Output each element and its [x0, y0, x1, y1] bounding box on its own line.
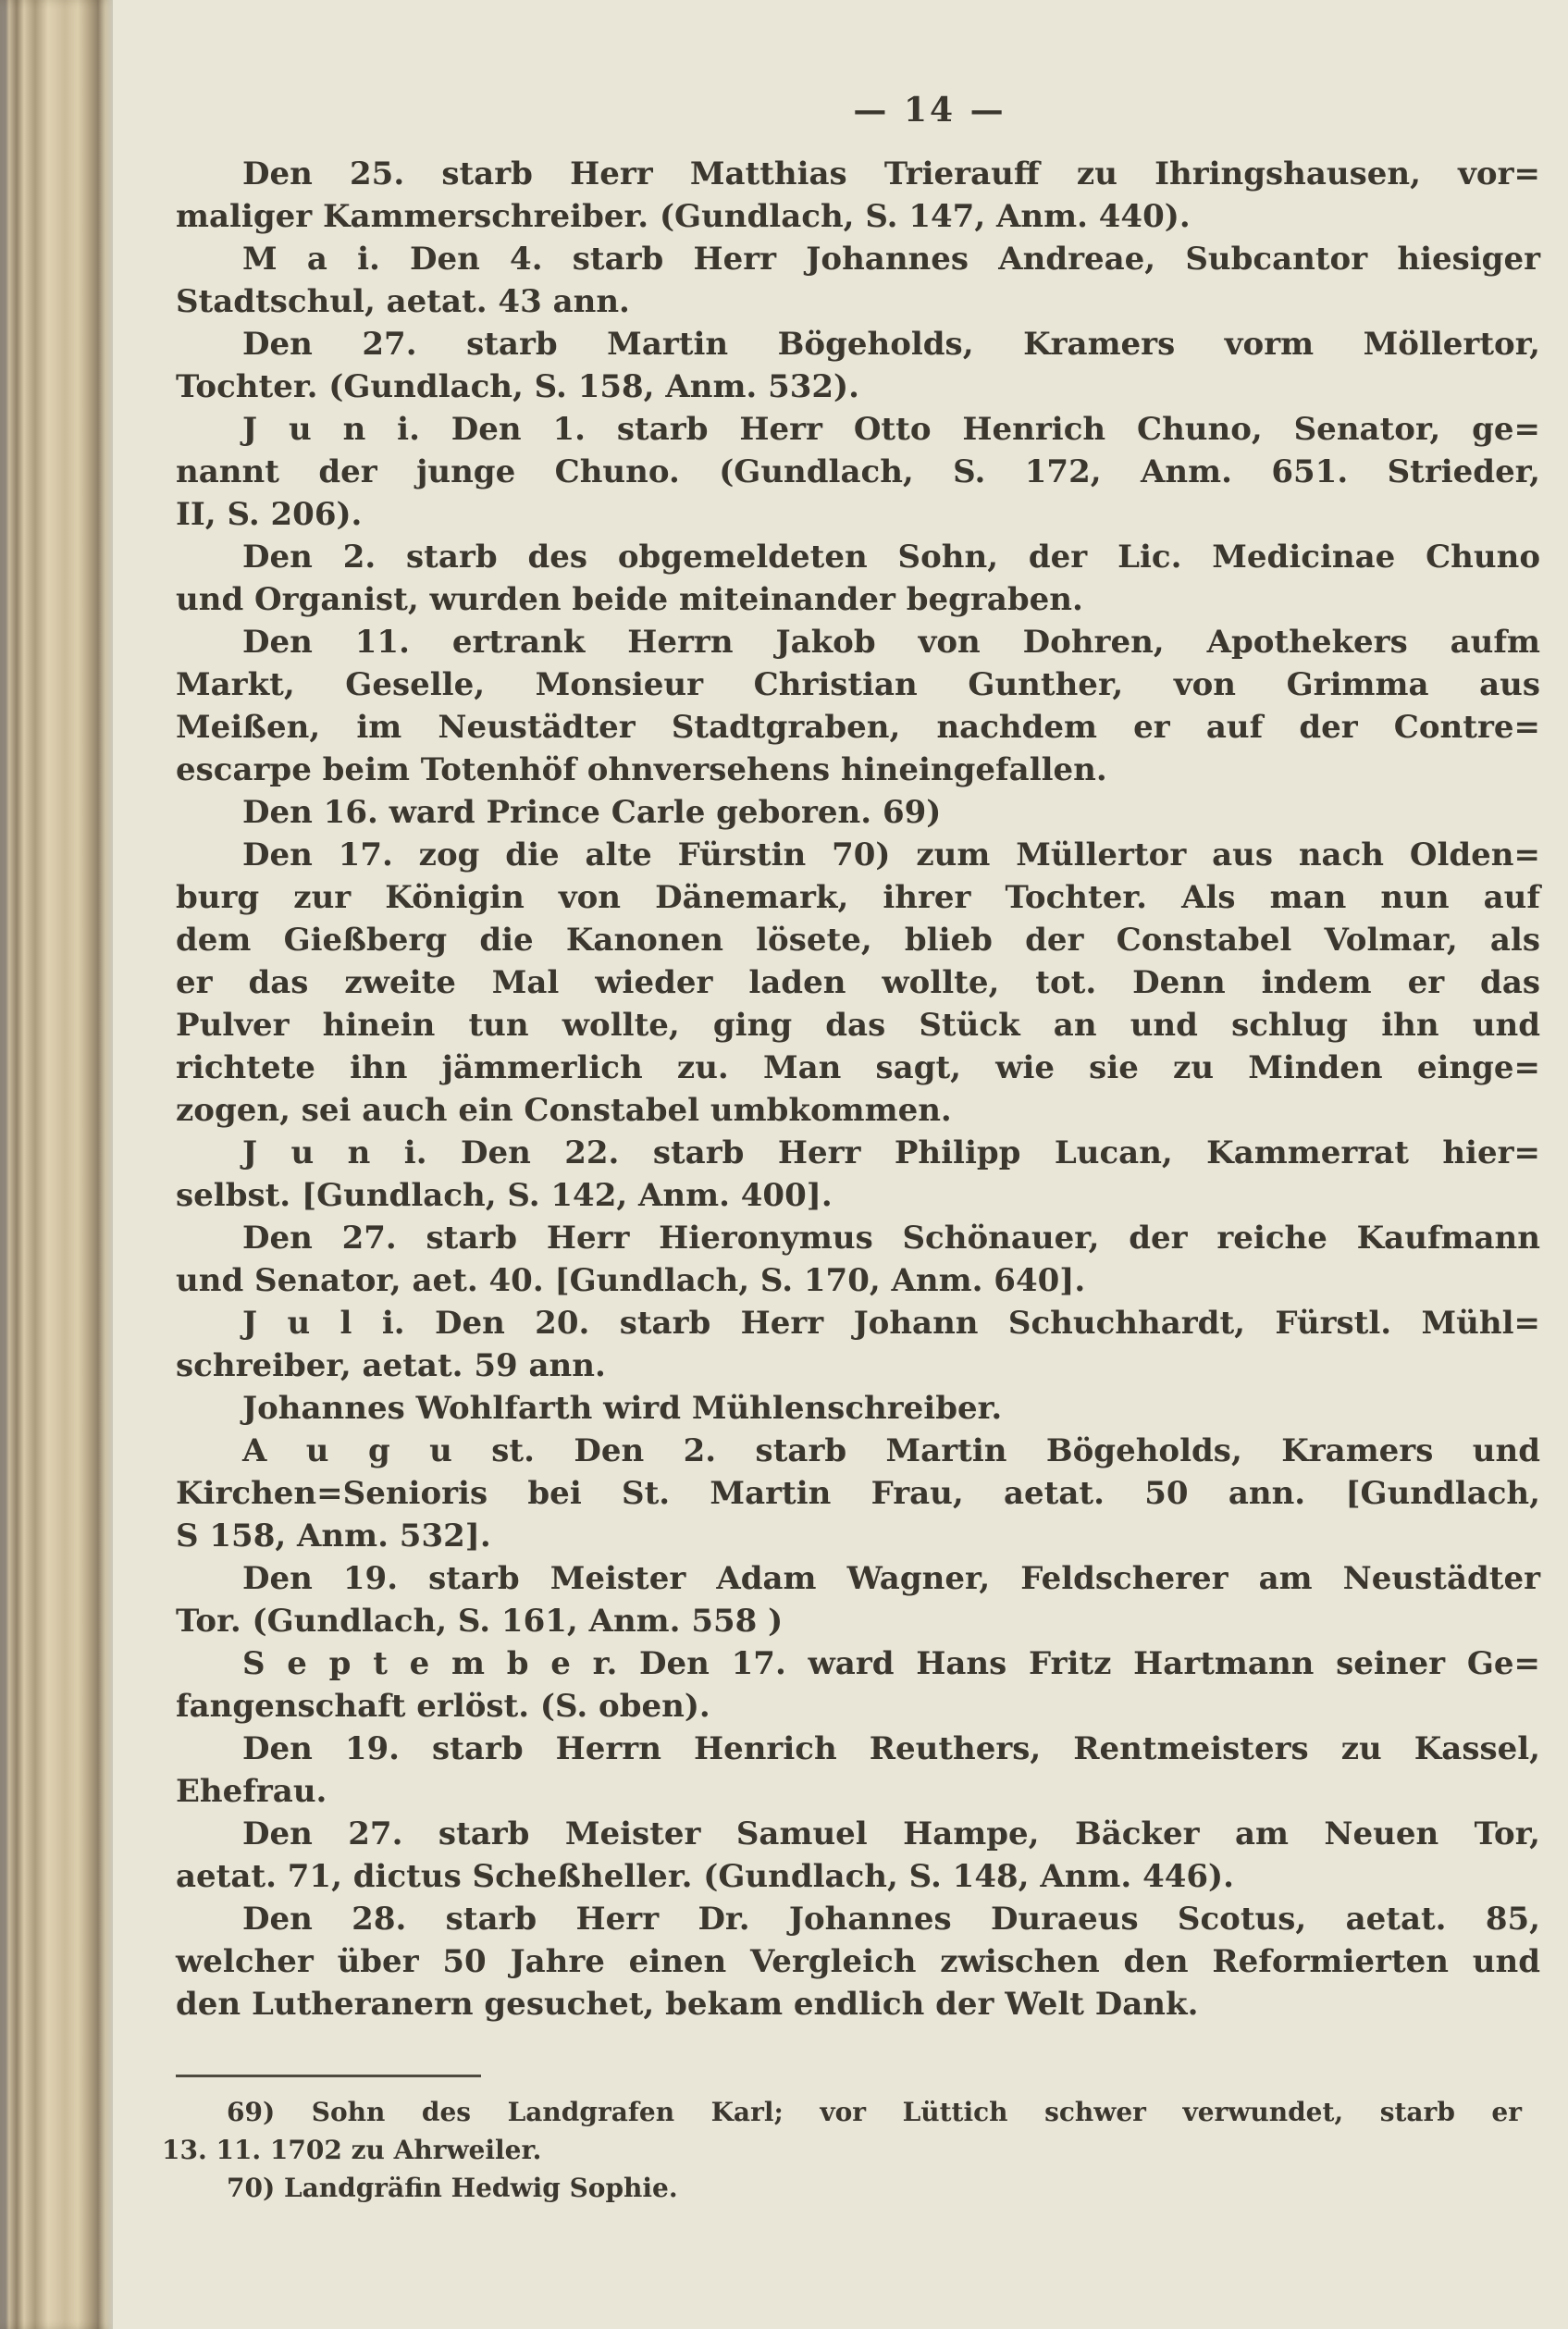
text-line: S e p t e m b e r. Den 17. ward Hans Fritz Hartmann seiner Ge=	[242, 1645, 1540, 1682]
text-line: Kirchen=Senioris bei St. Martin Frau, aetat. 50 ann. [Gundlach,	[176, 1475, 1540, 1512]
text-line: richtete ihn jämmerlich zu. Man sagt, wie sie zu Minden einge=	[176, 1049, 1540, 1086]
text-line: Markt, Geselle, Monsieur Christian Gunther, von Grimma aus	[176, 666, 1540, 703]
text-line: Meißen, im Neustädter Stadtgraben, nachdem er auf der Contre=	[176, 709, 1540, 746]
text-line: selbst. [Gundlach, S. 142, Anm. 400].	[176, 1177, 833, 1214]
text-line: S 158, Anm. 532].	[176, 1518, 491, 1555]
text-line: Den 27. starb Martin Bögeholds, Kramers vorm Möllertor,	[242, 326, 1540, 363]
text-line: Tor. (Gundlach, S. 161, Anm. 558 )	[176, 1603, 784, 1640]
text-line: J u n i. Den 1. starb Herr Otto Henrich Chuno, Senator, ge=	[242, 411, 1540, 448]
text-line: dem Gießberg die Kanonen lösete, blieb der Constabel Volmar, als	[176, 922, 1540, 959]
text-line: nannt der junge Chuno. (Gundlach, S. 172, Anm. 651. Strieder,	[176, 453, 1540, 490]
text-line: Den 17. zog die alte Fürstin 70) zum Müllertor aus nach Olden=	[242, 836, 1540, 873]
text-line: maliger Kammerschreiber. (Gundlach, S. 147, Anm. 440).	[176, 198, 1191, 235]
text-line: burg zur Königin von Dänemark, ihrer Tochter. Als man nun auf	[176, 879, 1540, 916]
text-line: J u n i. Den 22. starb Herr Philipp Lucan, Kammerrat hier=	[242, 1134, 1540, 1171]
text-line: 70) Landgräfin Hedwig Sophie.	[227, 2173, 678, 2203]
text-line: escarpe beim Totenhöf ohnversehens hineingefallen.	[176, 751, 1107, 788]
text-line: fangenschaft erlöst. (S. oben).	[176, 1688, 710, 1725]
text-line: II, S. 206).	[176, 496, 363, 533]
text-line: Den 28. starb Herr Dr. Johannes Duraeus Scotus, aetat. 85,	[242, 1901, 1540, 1938]
text-line: Den 16. ward Prince Carle geboren. 69)	[242, 794, 942, 831]
text-line: Ehefrau.	[176, 1773, 327, 1810]
text-line: Stadtschul, aetat. 43 ann.	[176, 283, 630, 320]
text-line: und Senator, aet. 40. [Gundlach, S. 170, Anm. 640].	[176, 1262, 1086, 1299]
text-line: er das zweite Mal wieder laden wollte, tot. Denn indem er das	[176, 964, 1540, 1001]
text-line: Tochter. (Gundlach, S. 158, Anm. 532).	[176, 368, 859, 405]
text-line: 13. 11. 1702 zu Ahrweiler.	[162, 2135, 542, 2165]
footnotes	[162, 2093, 1522, 2207]
text-line: 69) Sohn des Landgrafen Karl; vor Lüttich schwer verwundet, starb er	[227, 2097, 1522, 2127]
text-line: Pulver hinein tun wollte, ging das Stück an und schlug ihn und	[176, 1007, 1540, 1044]
text-line: Den 11. ertrank Herrn Jakob von Dohren, Apothekers aufm	[242, 624, 1540, 661]
book-binding-edge	[0, 0, 113, 2329]
text-line: Den 2. starb des obgemeldeten Sohn, der Lic. Medicinae Chuno	[242, 539, 1540, 576]
text-line: Den 27. starb Meister Samuel Hampe, Bäcker am Neuen Tor,	[242, 1815, 1540, 1852]
text-line: zogen, sei auch ein Constabel umbkommen.	[176, 1092, 952, 1129]
text-line: J u l i. Den 20. starb Herr Johann Schuchhardt, Fürstl. Mühl=	[242, 1305, 1540, 1342]
text-line: M a i. Den 4. starb Herr Johannes Andreae, Subcantor hiesiger	[242, 241, 1540, 278]
text-line: Den 25. starb Herr Matthias Trierauff zu Ihringshausen, vor=	[242, 155, 1540, 192]
text-line: Den 19. starb Herrn Henrich Reuthers, Rentmeisters zu Kassel,	[242, 1730, 1540, 1767]
body-text	[176, 153, 1540, 2025]
text-line: und Organist, wurden beide miteinander begraben.	[176, 581, 1083, 618]
text-line: Den 27. starb Herr Hieronymus Schönauer, der reiche Kaufmann	[242, 1220, 1540, 1257]
text-line: A u g u st. Den 2. starb Martin Bögeholds, Kramers und	[242, 1432, 1540, 1469]
text-line: Den 19. starb Meister Adam Wagner, Feldscherer am Neustädter	[242, 1560, 1540, 1597]
footnote-separator	[176, 2075, 481, 2077]
text-line: aetat. 71, dictus Scheßheller. (Gundlach, S. 148, Anm. 446).	[176, 1858, 1234, 1895]
text-line: den Lutheranern gesuchet, bekam endlich der Welt Dank.	[176, 1986, 1199, 2023]
text-line: welcher über 50 Jahre einen Vergleich zwischen den Reformierten und	[176, 1943, 1540, 1980]
text-line: Johannes Wohlfarth wird Mühlenschreiber.	[242, 1390, 1003, 1427]
text-line: schreiber, aetat. 59 ann.	[176, 1347, 606, 1384]
page-number: — 14 —	[853, 91, 1006, 130]
